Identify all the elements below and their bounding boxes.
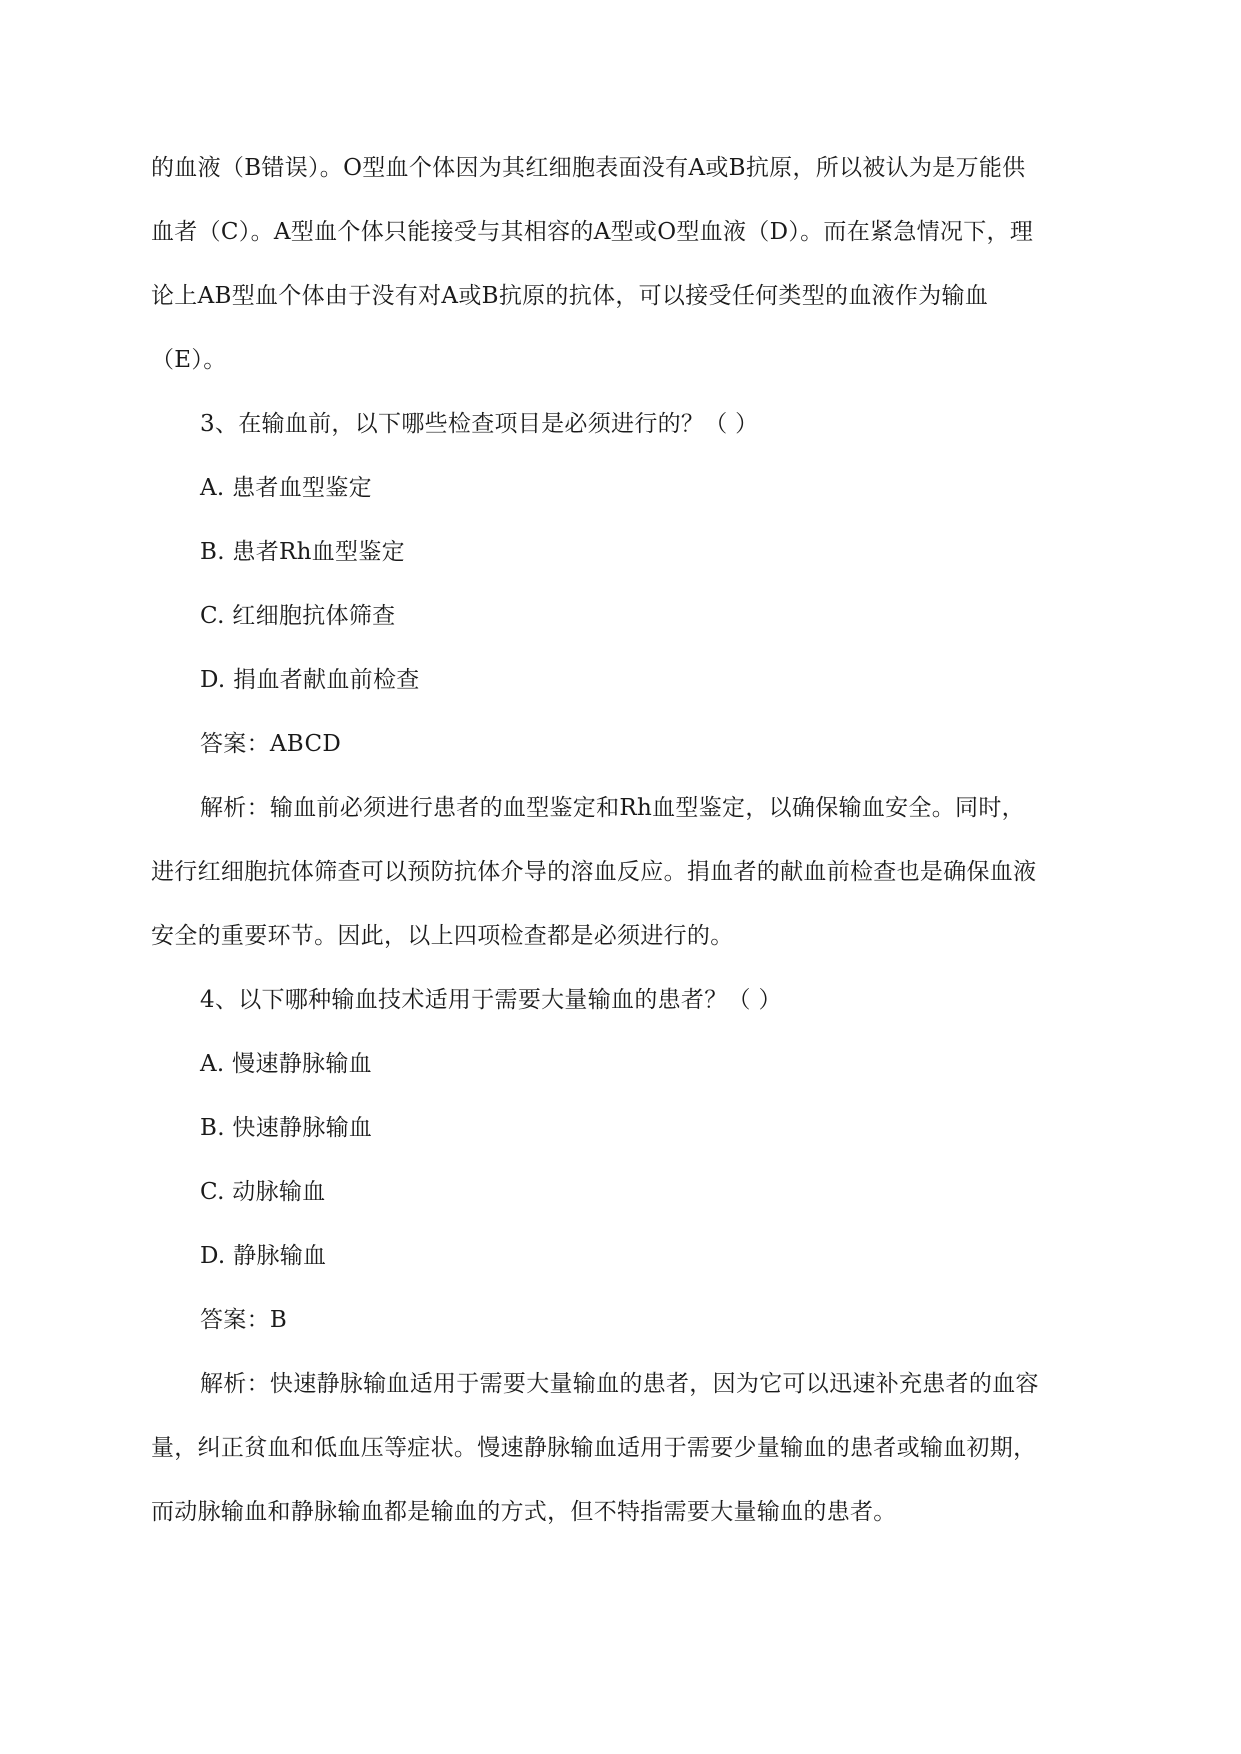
q3-explanation-line-2: 进行红细胞抗体筛查可以预防抗体介导的溶血反应。捐血者的献血前检查也是确保血液 [151,859,1037,885]
q4-answer: 答案：B [200,1307,288,1333]
q2-explanation-line-2: 血者（C）。A型血个体只能接受与其相容的A型或O型血液（D）。而在紧急情况下，理 [151,219,1034,245]
q4-explanation-line-1: 解析：快速静脉输血适用于需要大量输血的患者，因为它可以迅速补充患者的血容 [200,1371,1039,1397]
q3-question: 3、在输血前，以下哪些检查项目是必须进行的？（ ） [200,411,759,437]
q3-option-a: A. 患者血型鉴定 [200,475,372,501]
q2-explanation-line-1: 的血液（B错误）。O型血个体因为其红细胞表面没有A或B抗原，所以被认为是万能供 [151,155,1026,181]
q3-explanation-line-1: 解析：输血前必须进行患者的血型鉴定和Rh血型鉴定，以确保输血安全。同时， [200,795,1025,821]
q4-option-a: A. 慢速静脉输血 [200,1051,372,1077]
q3-explanation-line-3: 安全的重要环节。因此，以上四项检查都是必须进行的。 [151,923,734,949]
q3-option-b: B. 患者Rh血型鉴定 [200,539,405,565]
q2-explanation-line-4: （E）。 [151,347,227,373]
q4-question: 4、以下哪种输血技术适用于需要大量输血的患者？（ ） [200,987,782,1013]
q4-explanation-line-3: 而动脉输血和静脉输血都是输血的方式，但不特指需要大量输血的患者。 [151,1499,897,1525]
q4-option-c: C. 动脉输血 [200,1179,326,1205]
q2-explanation-line-3: 论上AB型血个体由于没有对A或B抗原的抗体，可以接受任何类型的血液作为输血 [151,283,989,309]
q4-option-d: D. 静脉输血 [200,1243,327,1269]
q4-option-b: B. 快速静脉输血 [200,1115,373,1141]
q3-option-d: D. 捐血者献血前检查 [200,667,420,693]
q3-answer: 答案：ABCD [200,731,342,757]
q4-explanation-line-2: 量，纠正贫血和低血压等症状。慢速静脉输血适用于需要少量输血的患者或输血初期， [151,1435,1037,1461]
q3-option-c: C. 红细胞抗体筛查 [200,603,396,629]
